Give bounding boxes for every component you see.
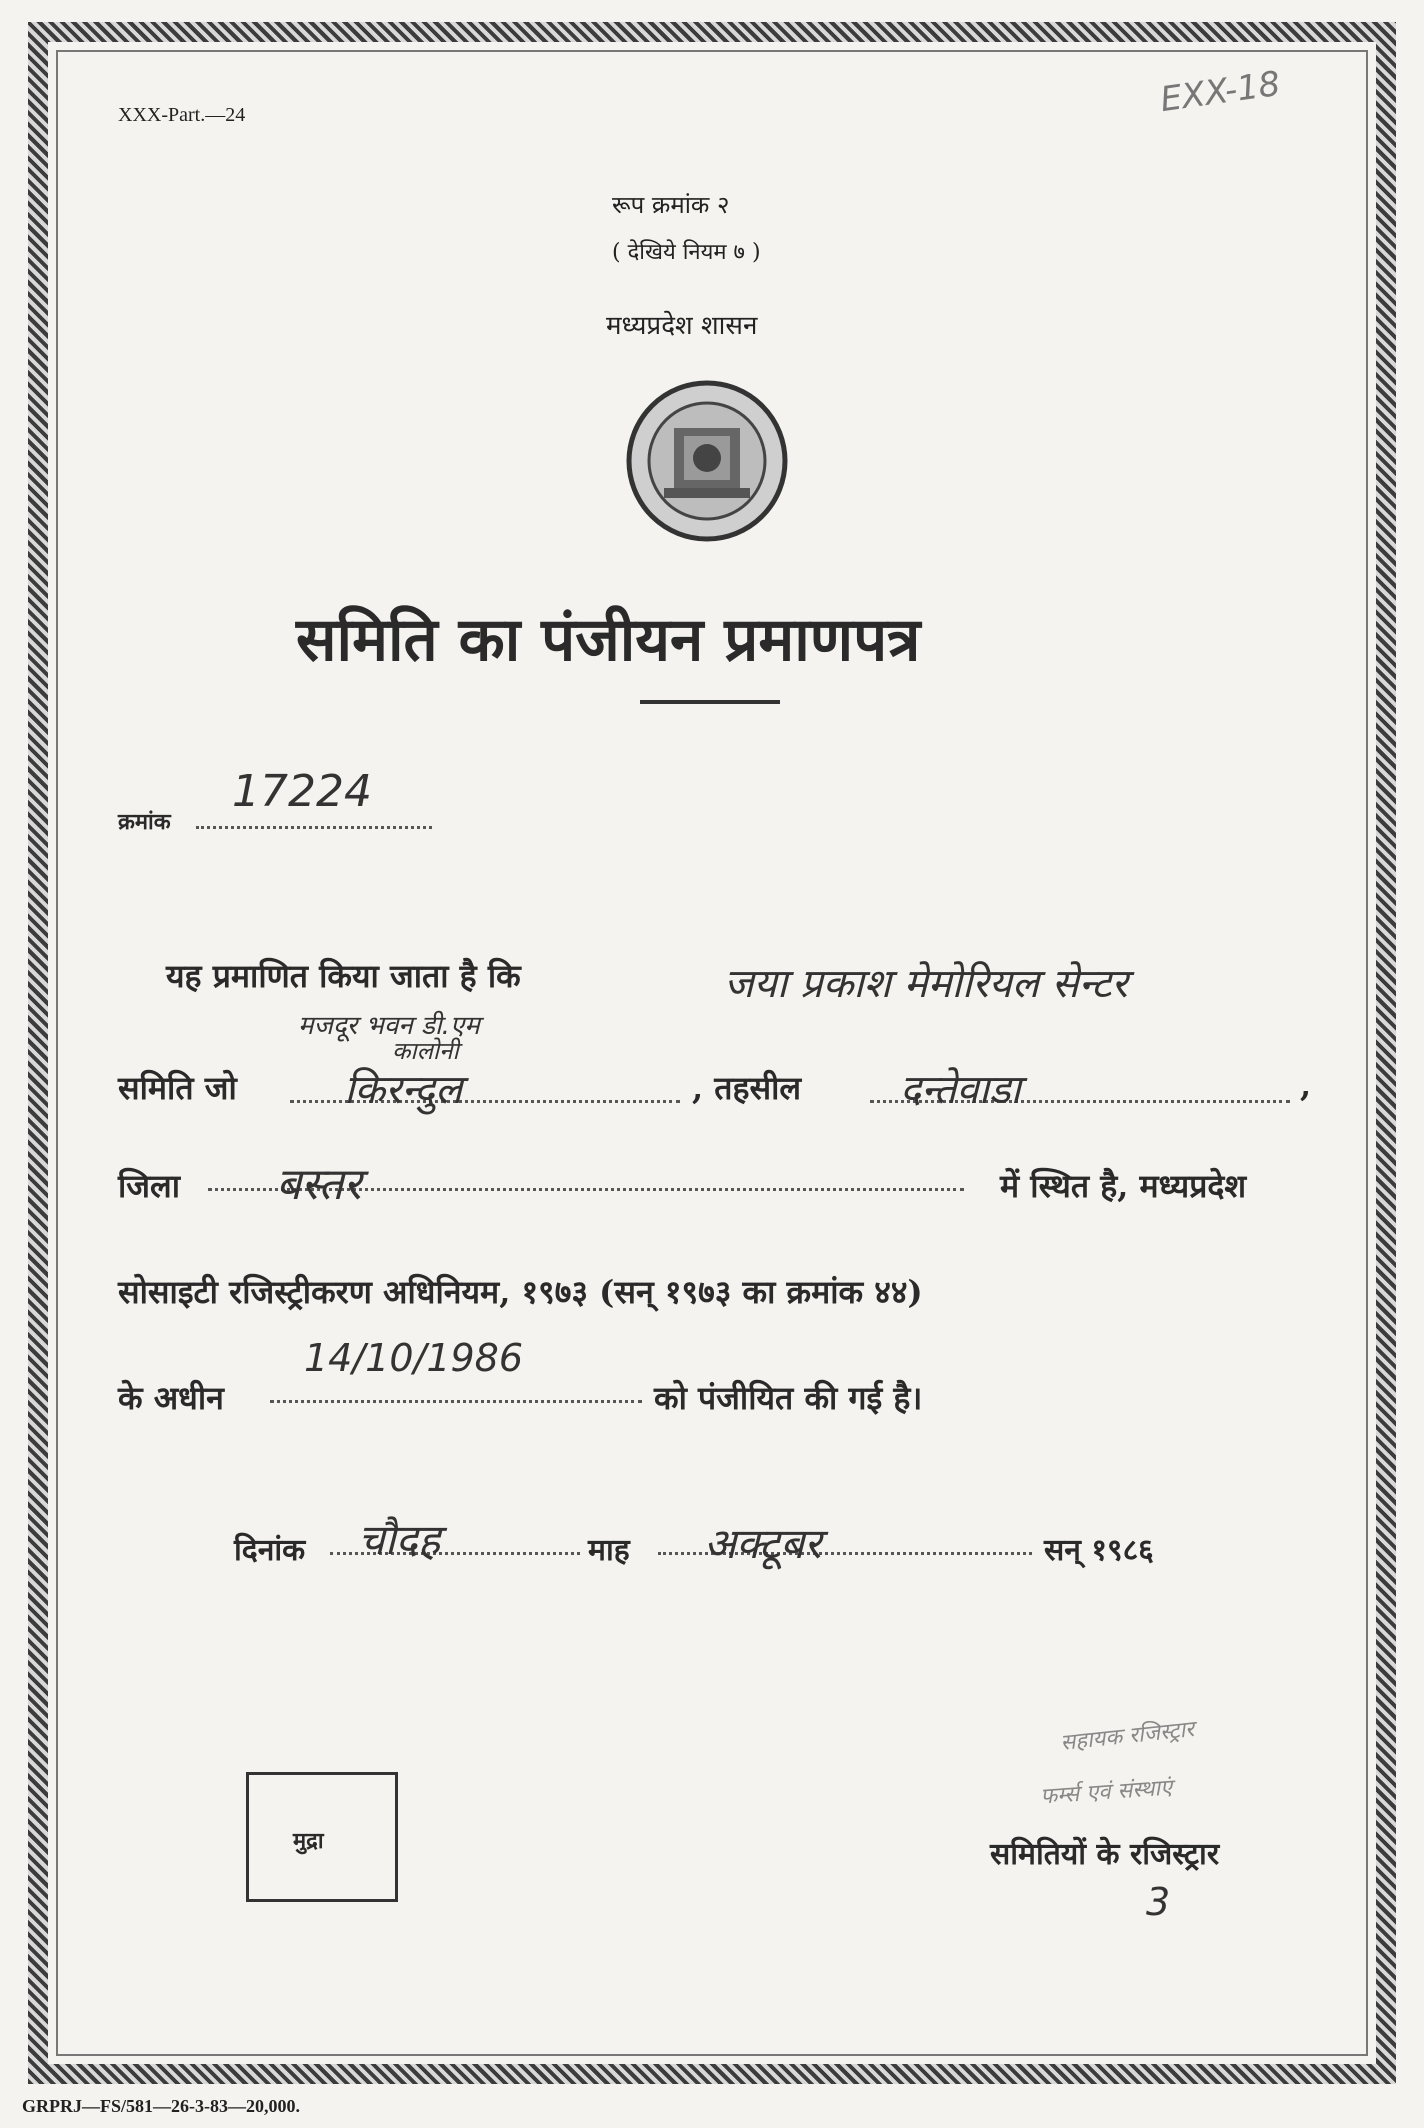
inner-frame: [56, 50, 1368, 2056]
society-label: समिति जो: [118, 1069, 237, 1107]
print-footer: GRPRJ—FS/581—26-3-83—20,000.: [22, 2096, 300, 2116]
address-note: मजदूर भवन डी.एम: [298, 1011, 480, 1041]
date-dots: [270, 1400, 642, 1403]
state-emblem: [624, 378, 790, 544]
tehsil-value: दन्तेवाडा: [900, 1067, 1021, 1113]
form-number: रूप क्रमांक २: [612, 191, 730, 219]
year-label: सन् १९८६: [1044, 1533, 1154, 1568]
day-value: चौदह: [358, 1515, 441, 1564]
certificate-title: समिति का पंजीयन प्रमाणपत्र: [296, 605, 921, 675]
tehsil-label: , तहसील: [692, 1069, 802, 1107]
certify-text: यह प्रमाणित किया जाता है कि: [166, 957, 521, 995]
registrar-signature: 3: [1146, 1880, 1171, 1924]
serial-label: क्रमांक: [118, 809, 171, 835]
seal-box: [246, 1772, 398, 1902]
title-underline: [640, 700, 780, 704]
registration-date: 14/10/1986: [304, 1336, 524, 1380]
place-value: किरन्दुल: [344, 1067, 463, 1113]
margin-note: EXX-18: [1157, 63, 1283, 121]
act-text: सोसाइटी रजिस्ट्रीकरण अधिनियम, १९७३ (सन् १९७३ का क्रमांक ४४): [118, 1273, 923, 1311]
serial-value: 17224: [232, 766, 372, 817]
registrar-stamp-line-1: सहायक रजिस्ट्रार: [1059, 1717, 1196, 1756]
located-text: में स्थित है, मध्यप्रदेश: [1000, 1167, 1247, 1205]
serial-dots: [196, 826, 432, 829]
government-name: मध्यप्रदेश शासन: [606, 311, 758, 341]
date-label: दिनांक: [234, 1533, 306, 1568]
under-label: के अधीन: [118, 1379, 224, 1417]
month-value: अक्टूबर: [704, 1519, 822, 1568]
district-value: बस्तर: [276, 1159, 362, 1210]
society-name: जया प्रकाश मेमोरियल सेन्टर: [724, 961, 1128, 1007]
month-label: माह: [588, 1533, 630, 1568]
seal-label: मुद्रा: [293, 1828, 324, 1854]
address-note-2: कालोनी: [392, 1037, 459, 1065]
registrar-title: समितियों के रजिस्ट्रार: [990, 1837, 1220, 1872]
see-rule: ( देखिये नियम ७ ): [612, 240, 761, 265]
line-comma: ,: [1300, 1066, 1312, 1104]
part-number: XXX-Part.—24: [118, 104, 246, 126]
registered-text: को पंजीयित की गई है।: [654, 1379, 923, 1417]
registrar-stamp-line-2: फर्म्स एवं संस्थाएं: [1039, 1775, 1174, 1810]
district-label: जिला: [118, 1167, 181, 1205]
